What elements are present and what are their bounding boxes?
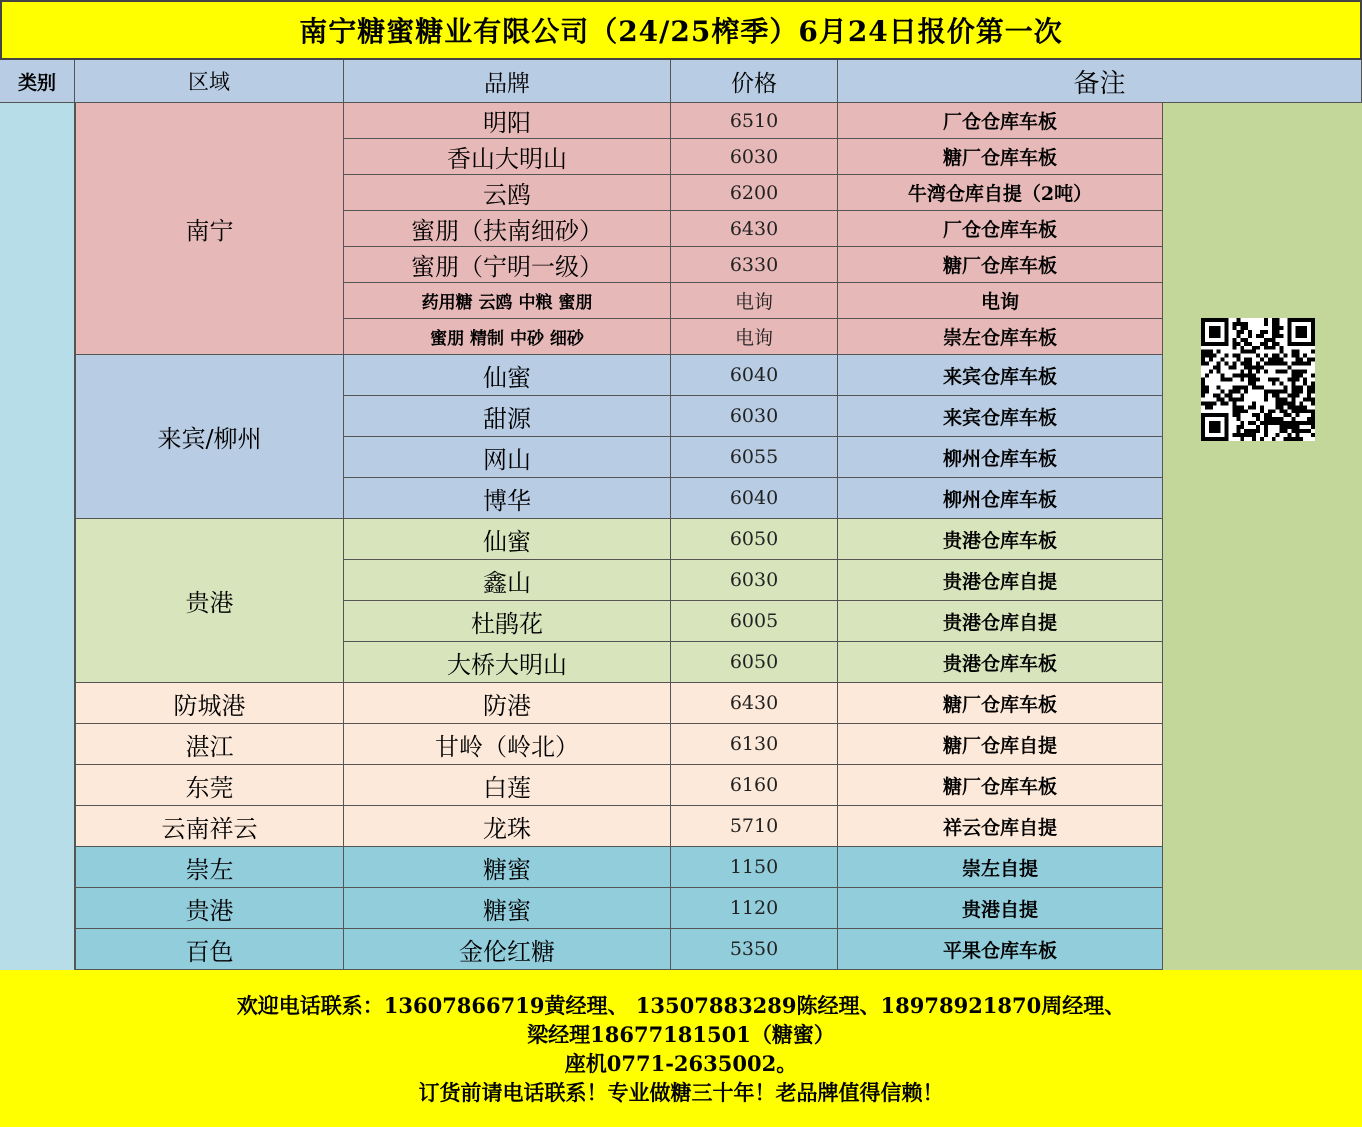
brand-cell: 药用糖 云鸥 中粮 蜜朋 — [344, 283, 671, 319]
brand-cell: 蜜朋 精制 中砂 细砂 — [344, 319, 671, 355]
brand-cell: 蜜朋（扶南细砂） — [344, 211, 671, 247]
price-cell: 6030 — [671, 560, 838, 601]
header-region: 区域 — [75, 60, 344, 103]
note-cell: 贵港仓库自提 — [838, 601, 1163, 642]
price-cell: 5710 — [671, 806, 838, 847]
header-price: 价格 — [671, 60, 838, 103]
header-brand: 品牌 — [344, 60, 671, 103]
brand-cell: 蜜朋（宁明一级） — [344, 247, 671, 283]
note-cell: 柳州仓库车板 — [838, 437, 1163, 478]
note-cell: 柳州仓库车板 — [838, 478, 1163, 519]
price-cell: 电询 — [671, 319, 838, 355]
note-cell: 贵港仓库车板 — [838, 519, 1163, 560]
price-cell: 6040 — [671, 478, 838, 519]
brand-cell: 鑫山 — [344, 560, 671, 601]
note-cell: 平果仓库车板 — [838, 929, 1163, 970]
price-cell: 1120 — [671, 888, 838, 929]
region-cell: 云南祥云 — [75, 806, 344, 847]
brand-cell: 仙蜜 — [344, 519, 671, 560]
contact-line: 梁经理18677181501（糖蜜） — [527, 1021, 835, 1047]
region-cell: 来宾/柳州 — [75, 355, 344, 519]
note-cell: 厂仓仓库车板 — [838, 211, 1163, 247]
price-cell: 6130 — [671, 724, 838, 765]
region-cell: 百色 — [75, 929, 344, 970]
brand-cell: 网山 — [344, 437, 671, 478]
brand-cell: 龙珠 — [344, 806, 671, 847]
price-cell: 6055 — [671, 437, 838, 478]
region-cell: 南宁 — [75, 103, 344, 355]
note-cell: 糖厂仓库车板 — [838, 765, 1163, 806]
region-cell: 湛江 — [75, 724, 344, 765]
price-cell: 6330 — [671, 247, 838, 283]
header-category: 类别 — [0, 60, 75, 103]
note-cell: 糖厂仓库自提 — [838, 724, 1163, 765]
price-cell: 6030 — [671, 396, 838, 437]
contact-footer — [0, 970, 1362, 1127]
qr-code-icon — [1201, 318, 1315, 441]
brand-cell: 白莲 — [344, 765, 671, 806]
price-cell: 6160 — [671, 765, 838, 806]
price-cell: 6050 — [671, 519, 838, 560]
note-cell: 来宾仓库车板 — [838, 355, 1163, 396]
side-panel — [1163, 103, 1362, 970]
region-cell: 崇左 — [75, 847, 344, 888]
region-cell: 贵港 — [75, 888, 344, 929]
price-cell: 6030 — [671, 139, 838, 175]
note-cell: 糖厂仓库车板 — [838, 139, 1163, 175]
brand-cell: 糖蜜 — [344, 847, 671, 888]
brand-cell: 杜鹃花 — [344, 601, 671, 642]
price-cell: 6050 — [671, 642, 838, 683]
slogan-line: 订货前请电话联系！专业做糖三十年！老品牌值得信赖！ — [418, 1079, 944, 1105]
brand-cell: 甘岭（岭北） — [344, 724, 671, 765]
region-cell: 东莞 — [75, 765, 344, 806]
price-cell: 6005 — [671, 601, 838, 642]
brand-cell: 甜源 — [344, 396, 671, 437]
brand-cell: 香山大明山 — [344, 139, 671, 175]
price-cell: 6200 — [671, 175, 838, 211]
brand-cell: 金伦红糖 — [344, 929, 671, 970]
price-cell: 5350 — [671, 929, 838, 970]
price-cell: 电询 — [671, 283, 838, 319]
note-cell: 来宾仓库车板 — [838, 396, 1163, 437]
header-note: 备注 — [838, 60, 1362, 103]
note-cell: 牛湾仓库自提（2吨） — [838, 175, 1163, 211]
contact-line: 欢迎电话联系：13607866719黄经理、 13507883289陈经理、18978921870周经理、 — [236, 992, 1126, 1018]
price-cell: 6510 — [671, 103, 838, 139]
price-cell: 1150 — [671, 847, 838, 888]
region-cell: 防城港 — [75, 683, 344, 724]
phone-line: 座机0771-2635002。 — [564, 1050, 798, 1076]
brand-cell: 仙蜜 — [344, 355, 671, 396]
note-cell: 糖厂仓库车板 — [838, 247, 1163, 283]
note-cell: 贵港仓库车板 — [838, 642, 1163, 683]
price-cell: 6430 — [671, 683, 838, 724]
brand-cell: 糖蜜 — [344, 888, 671, 929]
note-cell: 贵港自提 — [838, 888, 1163, 929]
category-column — [0, 103, 75, 970]
note-cell: 祥云仓库自提 — [838, 806, 1163, 847]
brand-cell: 大桥大明山 — [344, 642, 671, 683]
note-cell: 崇左自提 — [838, 847, 1163, 888]
page-title: 南宁糖蜜糖业有限公司（24/25榨季）6月24日报价第一次 — [0, 0, 1362, 60]
note-cell: 糖厂仓库车板 — [838, 683, 1163, 724]
brand-cell: 博华 — [344, 478, 671, 519]
table-header — [0, 60, 1362, 103]
note-cell: 崇左仓库车板 — [838, 319, 1163, 355]
note-cell: 贵港仓库自提 — [838, 560, 1163, 601]
price-cell: 6430 — [671, 211, 838, 247]
region-cell: 贵港 — [75, 519, 344, 683]
brand-cell: 云鸥 — [344, 175, 671, 211]
note-cell: 电询 — [838, 283, 1163, 319]
brand-cell: 明阳 — [344, 103, 671, 139]
brand-cell: 防港 — [344, 683, 671, 724]
price-cell: 6040 — [671, 355, 838, 396]
note-cell: 厂仓仓库车板 — [838, 103, 1163, 139]
